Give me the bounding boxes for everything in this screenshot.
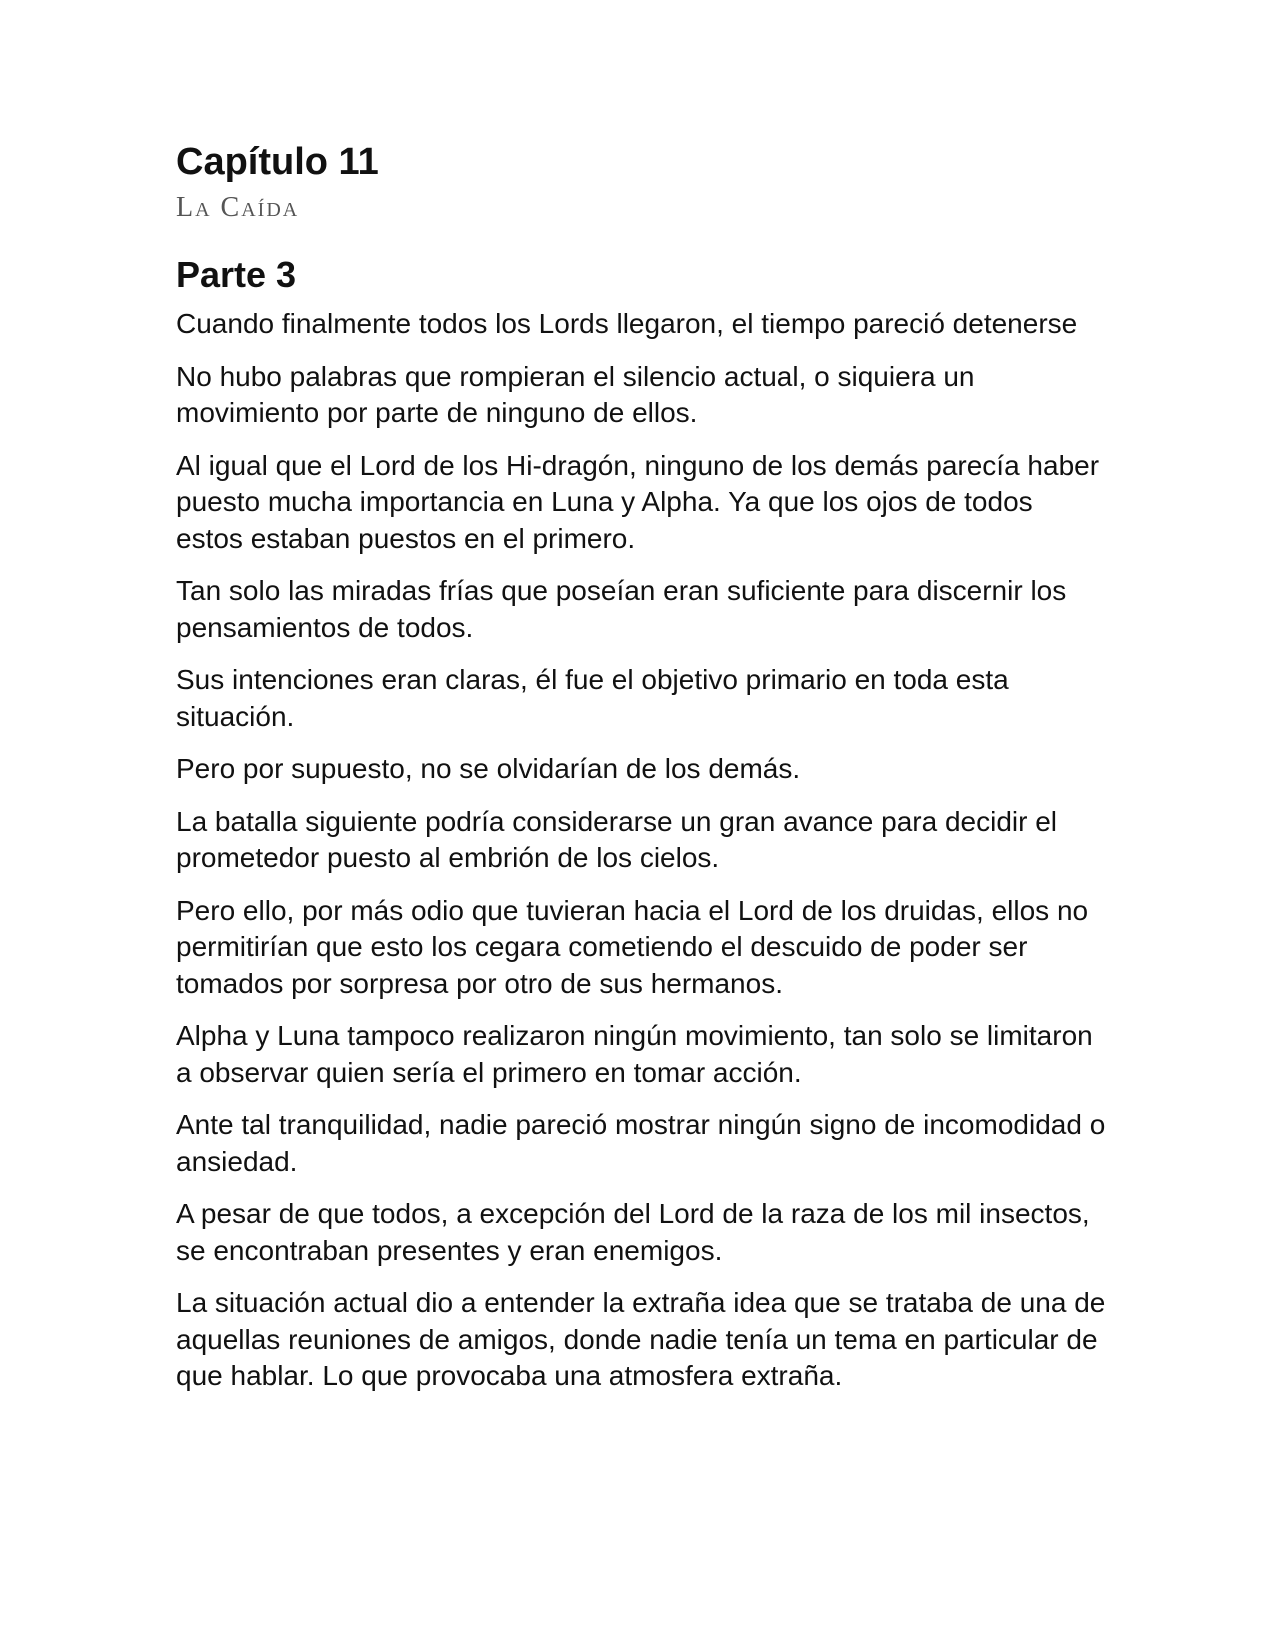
paragraph: Sus intenciones eran claras, él fue el objetivo primario en toda esta situación. xyxy=(176,664,1009,732)
paragraph: Pero ello, por más odio que tuvieran hacia el Lord de los druidas, ellos no permitirían que esto los cegara cometiendo el descuido de poder ser tomados por sorpresa por otro de sus hermanos. xyxy=(176,894,1089,999)
paragraph: Pero por supuesto, no se olvidarían de los demás. xyxy=(176,753,801,784)
part-title: Parte 3 xyxy=(176,254,297,295)
document-page xyxy=(176,140,1106,1411)
paragraph: Tan solo las miradas frías que poseían eran suficiente para discernir los pensamientos de todos. xyxy=(176,575,1067,643)
paragraph: Alpha y Luna tampoco realizaron ningún movimiento, tan solo se limitaron a observar quien sería el primero en tomar acción. xyxy=(176,1020,1093,1088)
paragraph: La batalla siguiente podría considerarse un gran avance para decidir el prometedor puesto al embrión de los cielos. xyxy=(176,805,1058,873)
chapter-subtitle: La Caída xyxy=(176,192,300,223)
chapter-title: Capítulo 11 xyxy=(176,141,379,183)
paragraph: Ante tal tranquilidad, nadie pareció mostrar ningún signo de incomodidad o ansiedad. xyxy=(176,1109,1106,1177)
paragraph: Al igual que el Lord de los Hi-dragón, ninguno de los demás parecía haber puesto mucha importancia en Luna y Alpha. Ya que los ojos de todos estos estaban puestos en el primero. xyxy=(176,449,1100,554)
paragraph: La situación actual dio a entender la extraña idea que se trataba de una de aquellas reuniones de amigos, donde nadie tenía un tema en particular de que hablar. Lo que provocaba una atmosfera extraña. xyxy=(176,1287,1106,1391)
paragraph: Cuando finalmente todos los Lords llegaron, el tiempo pareció detenerse xyxy=(176,308,1078,339)
paragraph: No hubo palabras que rompieran el silencio actual, o siquiera un movimiento por parte de ninguno de ellos. xyxy=(176,360,975,428)
paragraph: A pesar de que todos, a excepción del Lord de la raza de los mil insectos, se encontraban presentes y eran enemigos. xyxy=(176,1198,1090,1266)
